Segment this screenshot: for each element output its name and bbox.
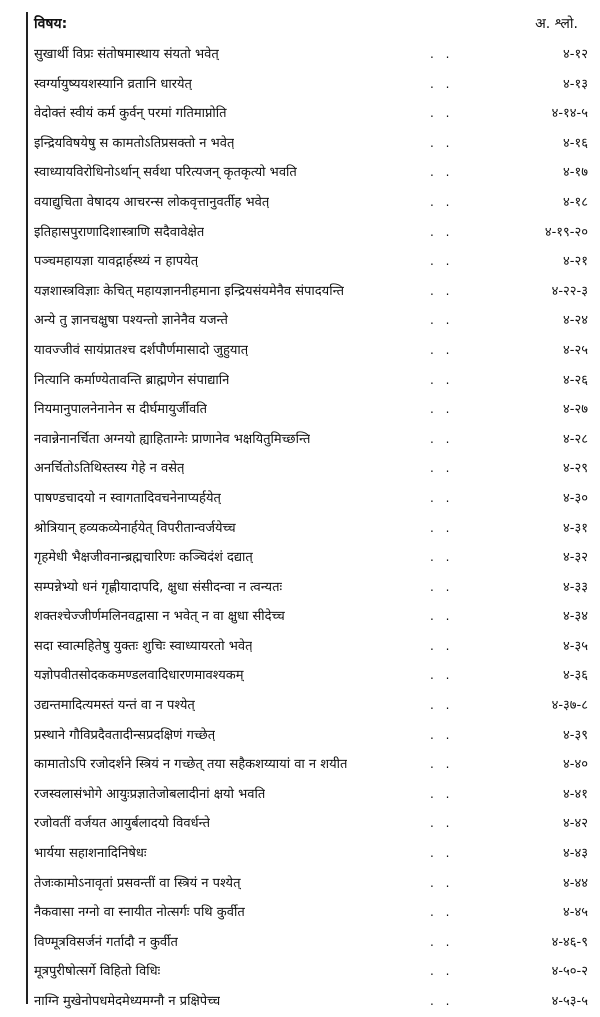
entry-text: नियमानुपालनेनानेन स दीर्घमायुर्जीवति	[34, 402, 207, 418]
entry-text: अन्ये तु ज्ञानचक्षुषा पश्यन्तो ज्ञानेनैव यजन्ते	[34, 313, 228, 329]
entry-text: इतिहासपुराणादिशास्त्राणि सदैवावेक्षेत	[34, 224, 205, 240]
index-entry	[34, 218, 594, 248]
entry-reference: ४-४२	[563, 816, 588, 832]
entry-text: वेदोक्तं स्वीयं कर्म कुर्वन् परमां गतिमाप्नोति	[34, 106, 227, 122]
index-entry	[34, 306, 594, 336]
leader-dots: . .	[430, 816, 454, 831]
leader-dots: . .	[430, 934, 454, 949]
entry-reference: ४-५३-५	[551, 994, 588, 1009]
leader-dots: . .	[430, 194, 454, 209]
index-entry	[34, 70, 594, 100]
index-entry	[34, 957, 594, 987]
reference-heading: अ. श्लो.	[535, 16, 578, 32]
index-entry	[34, 188, 594, 218]
leader-dots: . .	[430, 668, 454, 683]
entry-text: विण्मूत्रविसर्जनं गर्तादौ न कुर्वीत	[34, 934, 178, 950]
index-entry	[34, 395, 594, 425]
index-entry	[34, 40, 594, 70]
leader-dots: . .	[430, 342, 454, 357]
leader-dots: . .	[430, 47, 454, 61]
entry-text: मूत्रपुरीषोत्सर्गे विहितो विधिः	[34, 964, 161, 980]
leader-dots: . .	[430, 875, 454, 890]
entry-text: सम्पन्नेभ्यो धनं गृह्णीयादापदि, क्षुधा संसीदन्वा न त्वन्यतः	[34, 579, 283, 595]
index-entry	[34, 514, 594, 544]
leader-dots: . .	[430, 638, 454, 653]
index-entry	[34, 99, 594, 129]
leader-dots: . .	[430, 106, 454, 121]
leader-dots: . .	[430, 905, 454, 920]
entry-text: सदा स्वात्महितेषु युक्तः शुचिः स्वाध्यायरतो भवेत्	[34, 638, 253, 654]
index-entry	[34, 277, 594, 307]
leader-dots: . .	[430, 372, 454, 387]
entry-reference: ४-४३	[563, 846, 588, 862]
entry-reference: ४-४१	[563, 786, 588, 802]
entry-reference: ४-३५	[563, 638, 588, 654]
index-entry	[34, 750, 594, 780]
entry-text: कामातोऽपि रजोदर्शने स्त्रियं न गच्छेत् तया सहैकशय्यायां वा न शयीत	[34, 757, 348, 773]
entry-text: सुखार्थी विप्रः संतोषमास्थाय संयतो भवेत्	[34, 47, 219, 62]
index-entry	[34, 632, 594, 662]
index-entry	[34, 366, 594, 396]
entry-reference: ४-२९	[563, 461, 588, 477]
entry-reference: ४-४५	[563, 905, 588, 921]
entry-text: यज्ञशास्त्रविज्ञाः केचित् महायज्ञाननीहमाना इन्द्रियसंयमेनैव संपादयन्ति	[34, 283, 345, 299]
leader-dots: . .	[430, 461, 454, 476]
entry-text: वयाद्युचिता वेषादय आचरन्स लोकवृत्तानुवर्तीह भवेत्	[34, 194, 270, 210]
entry-reference: ४-४४	[563, 875, 588, 891]
index-entry	[34, 336, 594, 366]
entry-reference: ४-३०	[563, 490, 588, 506]
entry-reference: ४-४०	[563, 757, 588, 773]
entry-text: यज्ञोपवीतसोदककमण्डलवादिधारणमावश्यकम्	[34, 668, 244, 684]
entry-reference: ४-३७-८	[551, 698, 588, 714]
entry-text: तेजःकामोऽनावृतां प्रसवन्तीं वा स्त्रियं न पश्येत्	[34, 875, 241, 891]
entry-reference: ४-१७	[563, 165, 588, 181]
entry-text: पञ्चमहायज्ञा यावद्गार्हस्थ्यं न हापयेत्	[34, 254, 199, 270]
leader-dots: . .	[430, 846, 454, 861]
entry-text: नवान्नेनानर्चिता अग्नयो ह्याहिताग्नेः प्राणानेव भक्षयितुमिच्छन्ति	[34, 431, 311, 447]
leader-dots: . .	[430, 224, 454, 239]
entry-reference: ४-३९	[563, 727, 588, 743]
index-entry	[34, 484, 594, 514]
entry-text: नित्यानि कर्माण्येतावन्ति ब्राह्मणेन संपाद्यानि	[34, 372, 230, 388]
entry-text: रजस्वलासंभोगे आयुःप्रज्ञातेजोबलादीनां क्षयो भवति	[34, 786, 266, 802]
leader-dots: . .	[430, 431, 454, 446]
index-entry	[34, 809, 594, 839]
index-entry	[34, 661, 594, 691]
entry-reference: ४-३३	[563, 579, 588, 595]
entry-reference: ४-३१	[563, 520, 588, 536]
index-entry	[34, 987, 594, 1017]
entry-text: पाषण्डचादयो न स्वागतादिवचनेनाप्यर्हयेत्	[34, 490, 221, 506]
index-entry	[34, 543, 594, 573]
leader-dots: . .	[430, 698, 454, 713]
entry-reference: ४-१२	[563, 47, 588, 62]
entry-reference: ४-४६-९	[551, 934, 588, 950]
index-list	[34, 40, 594, 1017]
leader-dots: . .	[430, 283, 454, 298]
subject-heading: विषय:	[34, 16, 68, 32]
entry-text: नाग्नि मुखेनोपधमेदमेध्यमग्नौ न प्रक्षिपेच्च	[34, 994, 221, 1009]
index-entry	[34, 454, 594, 484]
entry-reference: ४-१८	[563, 194, 588, 210]
entry-text: श्रोत्रियान् हव्यकव्येनार्हयेत् विपरीतान्वर्जयेच्च	[34, 520, 236, 536]
entry-text: प्रस्थाने गौविप्रदैवतादीन्सप्रदक्षिणं गच्छेत्	[34, 727, 216, 743]
entry-reference: ४-१६	[563, 135, 588, 151]
index-entry	[34, 928, 594, 958]
entry-reference: ४-३४	[563, 609, 588, 625]
entry-reference: ४-३६	[563, 668, 588, 684]
index-entry	[34, 869, 594, 899]
leader-dots: . .	[430, 254, 454, 269]
entry-reference: ४-१४-५	[551, 106, 588, 122]
entry-text: उद्यन्तमादित्यमस्तं यन्तं वा न पश्येत्	[34, 698, 195, 714]
index-entry	[34, 691, 594, 721]
entry-text: रजोवतीं वर्जयत आयुर्बलादयो विवर्धन्ते	[34, 816, 211, 832]
leader-dots: . .	[430, 135, 454, 150]
entry-reference: ४-२१	[563, 254, 588, 270]
index-entry	[34, 247, 594, 277]
index-entry	[34, 898, 594, 928]
leader-dots: . .	[430, 313, 454, 328]
margin-rule	[26, 12, 28, 1004]
entry-text: गृहमेधी भैक्षजीवनान्ब्रह्मचारिणः कञ्चिदंशं दद्यात्	[34, 550, 253, 566]
leader-dots: . .	[430, 550, 454, 565]
entry-reference: ४-२७	[563, 402, 588, 418]
leader-dots: . .	[430, 76, 454, 91]
entry-reference: ४-२४	[563, 313, 588, 329]
entry-reference: ४-२६	[563, 372, 588, 388]
entry-text: भार्यया सहाशनादिनिषेधः	[34, 846, 147, 862]
entry-text: नैकवासा नग्नो वा स्नायीत नोत्सर्गः पथि कुर्वीत	[34, 905, 245, 921]
leader-dots: . .	[430, 757, 454, 772]
entry-text: अनर्चितोऽतिथिस्तस्य गेहे न वसेत्	[34, 461, 185, 477]
leader-dots: . .	[430, 490, 454, 505]
index-entry	[34, 573, 594, 603]
index-header	[34, 14, 586, 38]
leader-dots: . .	[430, 964, 454, 979]
entry-text: इन्द्रियविषयेषु स कामतोऽतिप्रसक्तो न भवेत्	[34, 135, 235, 151]
entry-reference: ४-२५	[563, 342, 588, 358]
entry-reference: ४-३२	[563, 550, 588, 566]
index-entry	[34, 839, 594, 869]
index-entry	[34, 425, 594, 455]
leader-dots: . .	[430, 165, 454, 180]
leader-dots: . .	[430, 520, 454, 535]
leader-dots: . .	[430, 786, 454, 801]
leader-dots: . .	[430, 727, 454, 742]
index-entry	[34, 158, 594, 188]
index-entry	[34, 129, 594, 159]
index-entry	[34, 780, 594, 810]
entry-reference: ४-१३	[563, 76, 588, 92]
entry-text: स्वर्ग्यायुष्ययशस्यानि व्रतानि धारयेत्	[34, 76, 192, 92]
entry-reference: ४-२२-३	[551, 283, 588, 299]
index-entry	[34, 602, 594, 632]
entry-text: स्वाध्यायविरोधिनोऽर्थान् सर्वथा परित्यजन् कृतकृत्यो भवति	[34, 165, 297, 181]
leader-dots: . .	[430, 609, 454, 624]
entry-reference: ४-१९-२०	[544, 224, 588, 240]
leader-dots: . .	[430, 579, 454, 594]
entry-reference: ४-५०-२	[551, 964, 588, 980]
entry-reference: ४-२८	[563, 431, 588, 447]
entry-text: यावज्जीवं सायंप्रातश्च दर्शपौर्णमासादो जुहुयात्	[34, 342, 249, 358]
index-entry	[34, 721, 594, 751]
entry-text: शक्तश्चेज्जीर्णमलिनवद्वासा न भवेत् न वा क्षुधा सीदेच्च	[34, 609, 285, 625]
leader-dots: . .	[430, 402, 454, 417]
leader-dots: . .	[430, 994, 454, 1008]
